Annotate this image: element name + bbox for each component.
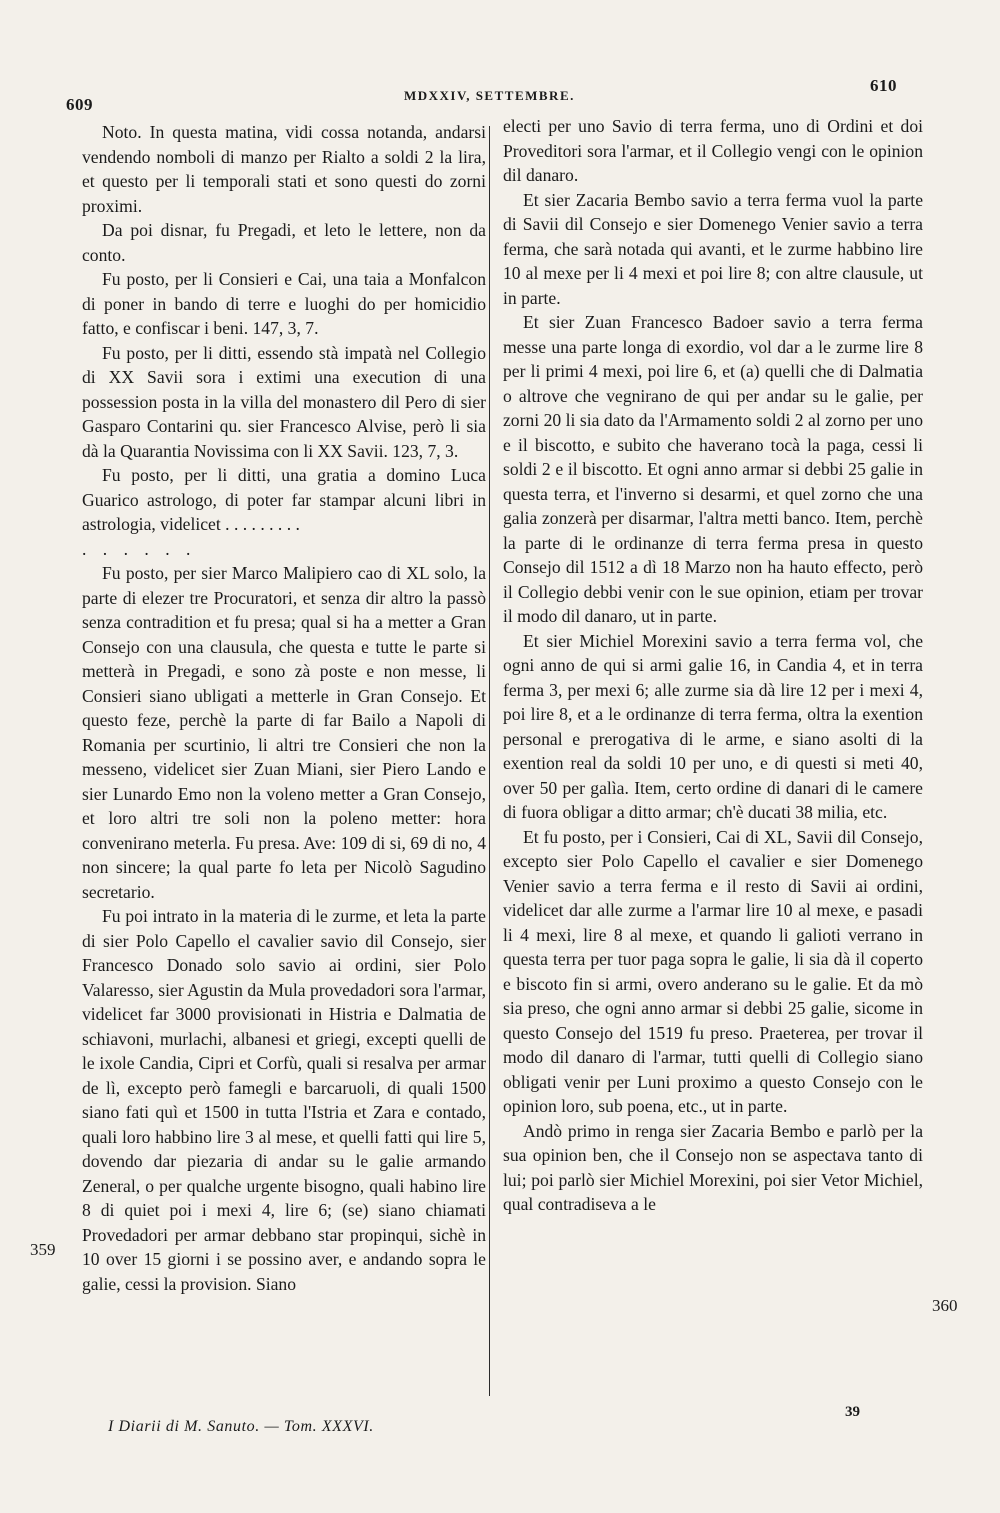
paragraph: Fu posto, per li ditti, una gratia a domino Luca Guarico astrologo, di poter far stampar alcuni libri in astrologia, videlicet . . . . . . . . . — [82, 465, 486, 534]
signature-mark: 39 — [845, 1404, 860, 1420]
paragraph: Da poi disnar, fu Pregadi, et leto le lettere, non da conto. — [82, 220, 486, 265]
paragraph: Et fu posto, per i Consieri, Cai di XL, Savii dil Consejo, excepto sier Polo Capello el cavalier e sier Domenego Venier savio a terra ferma e il resto di Savii ai ordini, videlicet dar alle zurme a l'armar lire 10 al mexe, e pasadi li 4 mexi, lire 8 al mexe, et quando li galioti verrano in questa terra per tuor paga sopra le galie, li sia dà il coperto e biscoto fin si armi, overo anderano su le galie. Et da mò sia preso, che ogni anno armar si debbi 25 galie, sicome in questo Consejo del 1519 fu preso. Praeterea, per trovar il modo dil danaro di l'armar, tutti quelli di Collegio siano obligati venir per Luni proximo a questo Consejo con le opinion loro, sub poena, etc., ut in parte. — [503, 826, 923, 1116]
paragraph: Fu posto, per li Consieri e Cai, una taia a Monfalcon di poner in bando di terre e luoghi do per homicidio fatto, e confiscar i beni. 147, 3, 7. — [82, 269, 486, 338]
paragraph: electi per uno Savio di terra ferma, uno di Ordini et doi Proveditori sora l'armar, et il Collegio vengi con le opinion dil danaro. — [503, 116, 923, 185]
paragraph: Et sier Michiel Morexini savio a terra ferma vol, che ogni anno de qui si armi galie 16, in Candia 4, et in terra ferma 3, per mexi 6; alle zurme sia dà lire 12 per i mexi 4, poi lire 8, et a le ordinanze di terra ferma, oltra la exention personal e prerogativa di le arme, e siano asolti di la exention real da soldi 10 per uno, e di questi si meti 40, over 50 per galìa. Item, certo ordine di danari di le camere di fuora obligar a ditto armar; ch'è ducati 38 milia, etc. — [503, 630, 923, 822]
paragraph: Et sier Zacaria Bembo savio a terra ferma vuol la parte di Savii dil Consejo e sier Domenego Venier savio a terra ferma, che sarà notada qui avanti, et le zurme habbino lire 10 al mexe per li 4 mexi et poi lire 8; con altre clausule, ut in parte. — [503, 189, 923, 308]
page-number-right: 610 — [870, 76, 897, 95]
paragraph: Andò primo in renga sier Zacaria Bembo e parlò per la sua opinion ben, che il Consejo non se aspectava tanto di lui; poi parlò sier Michiel Morexini, poi sier Vetor Michiel, qual contradiseva a le — [503, 1120, 923, 1214]
left-column — [82, 120, 486, 1296]
column-divider — [489, 126, 490, 1396]
book-title-footer: I Diarii di M. Sanuto. — Tom. XXXVI. — [108, 1418, 374, 1435]
paragraph: Fu poi intrato in la materia di le zurme, et leta la parte di sier Polo Capello el cavalier savio dil Consejo, sier Francesco Donado solo savio ai ordini, sier Polo Valaresso, sier Agustin da Mula provedadori sora l'armar, videlicet far 3000 provisionati in Histria e Dalmatia de schiavoni, murlachi, albanesi et griegi, excepti quelli de le ixole Candia, Cipri et Corfù, quali si resalva per armar de lì, excepto però famegli e barcaruoli, di quali 1500 siano fati quì et 1500 in tutta l'Istria et Zara e contado, quali loro habbino lire 3 al mese, et quelli fatti qui lire 5, dovendo dar piezaria di andar su le galie armando Zeneral, o per qualche urgente bisogno, quali habino lire 8 di quiet poi i mexi 4, lire 6; (se) siano chiamati Provedadori per armar debbano star propinqui, sichè in 10 over 15 giorni i se possino aver, e andando sopra le galie, cessi la provision. Siano — [82, 906, 486, 1294]
right-column — [503, 114, 923, 1217]
paragraph: Noto. In questa matina, vidi cossa notanda, andarsi vendendo nomboli di manzo per Rialto a soldi 2 la lira, et questo per li temporali stati et sono questi do zorni proximi. — [82, 122, 486, 216]
paragraph: Et sier Zuan Francesco Badoer savio a terra ferma messe una parte longa di exordio, vol dar a le zurme lire 8 per li primi 4 mexi, poi lire 6, et (a) quelli che di Dalmatia o altrove che vegnirano de qui per andar su le galie, per zorni 20 li sia dato da l'Armamento soldi 2 al zorno per uno e il biscotto, e subito che haverano tocà la paga, cessi li soldi 2 e il biscotto. Et ogni anno armar si debbi 25 galie in questa terra, et l'inverno si desarmi, et quel zorno che una galia zonzerà per disarmar, l'altra metti banco. Item, perchè la parte di le ordinanze di terra ferma presa in questo Consejo dil 1512 a dì 18 Marzo non ha hauto effecto, però il Collegio debbi venir con le sue opinion, etiam per trovar il modo dil danaro, ut in parte. — [503, 312, 923, 626]
margin-number-right: 360 — [932, 1296, 958, 1315]
ellipsis-line: . . . . . . — [82, 538, 197, 559]
paragraph: Fu posto, per sier Marco Malipiero cao di XL solo, la parte di elezer tre Procuratori, et senza dir altro la passò senza contradition et fu presa; qual si ha a metter a Gran Consejo con una clausula, che questa e tutte le parte si metterà in Pregadi, e sono zà poste e non messe, li Consieri siano ubligati a metterle in Gran Consejo. Et questo feze, perchè la parte di far Bailo a Napoli di Romania per scurtinio, li altri tre Consieri che non la messeno, videlicet sier Zuan Miani, sier Piero Lando e sier Lunardo Emo non la voleno metter a Gran Consejo, et loro altri tre soli non la poleno metter: hora convenirano meterla. Fu presa. Ave: 109 di si, 69 di no, 4 non sincere; la qual parte fo leta per Nicolò Sagudino secretario. — [82, 563, 486, 902]
paragraph: Fu posto, per li ditti, essendo stà impatà nel Collegio di XX Savii sora i extimi una execution di una possession posta in la villa del monastero dil Pero di sier Gasparo Contarini qu. sier Francesco Alvise, però li sia dà la Quarantia Novissima con li XX Savii. 123, 7, 3. — [82, 342, 486, 461]
running-title: MDXXIV, SETTEMBRE. — [404, 88, 575, 103]
margin-number-left: 359 — [30, 1240, 56, 1259]
page-number-left: 609 — [66, 95, 93, 114]
